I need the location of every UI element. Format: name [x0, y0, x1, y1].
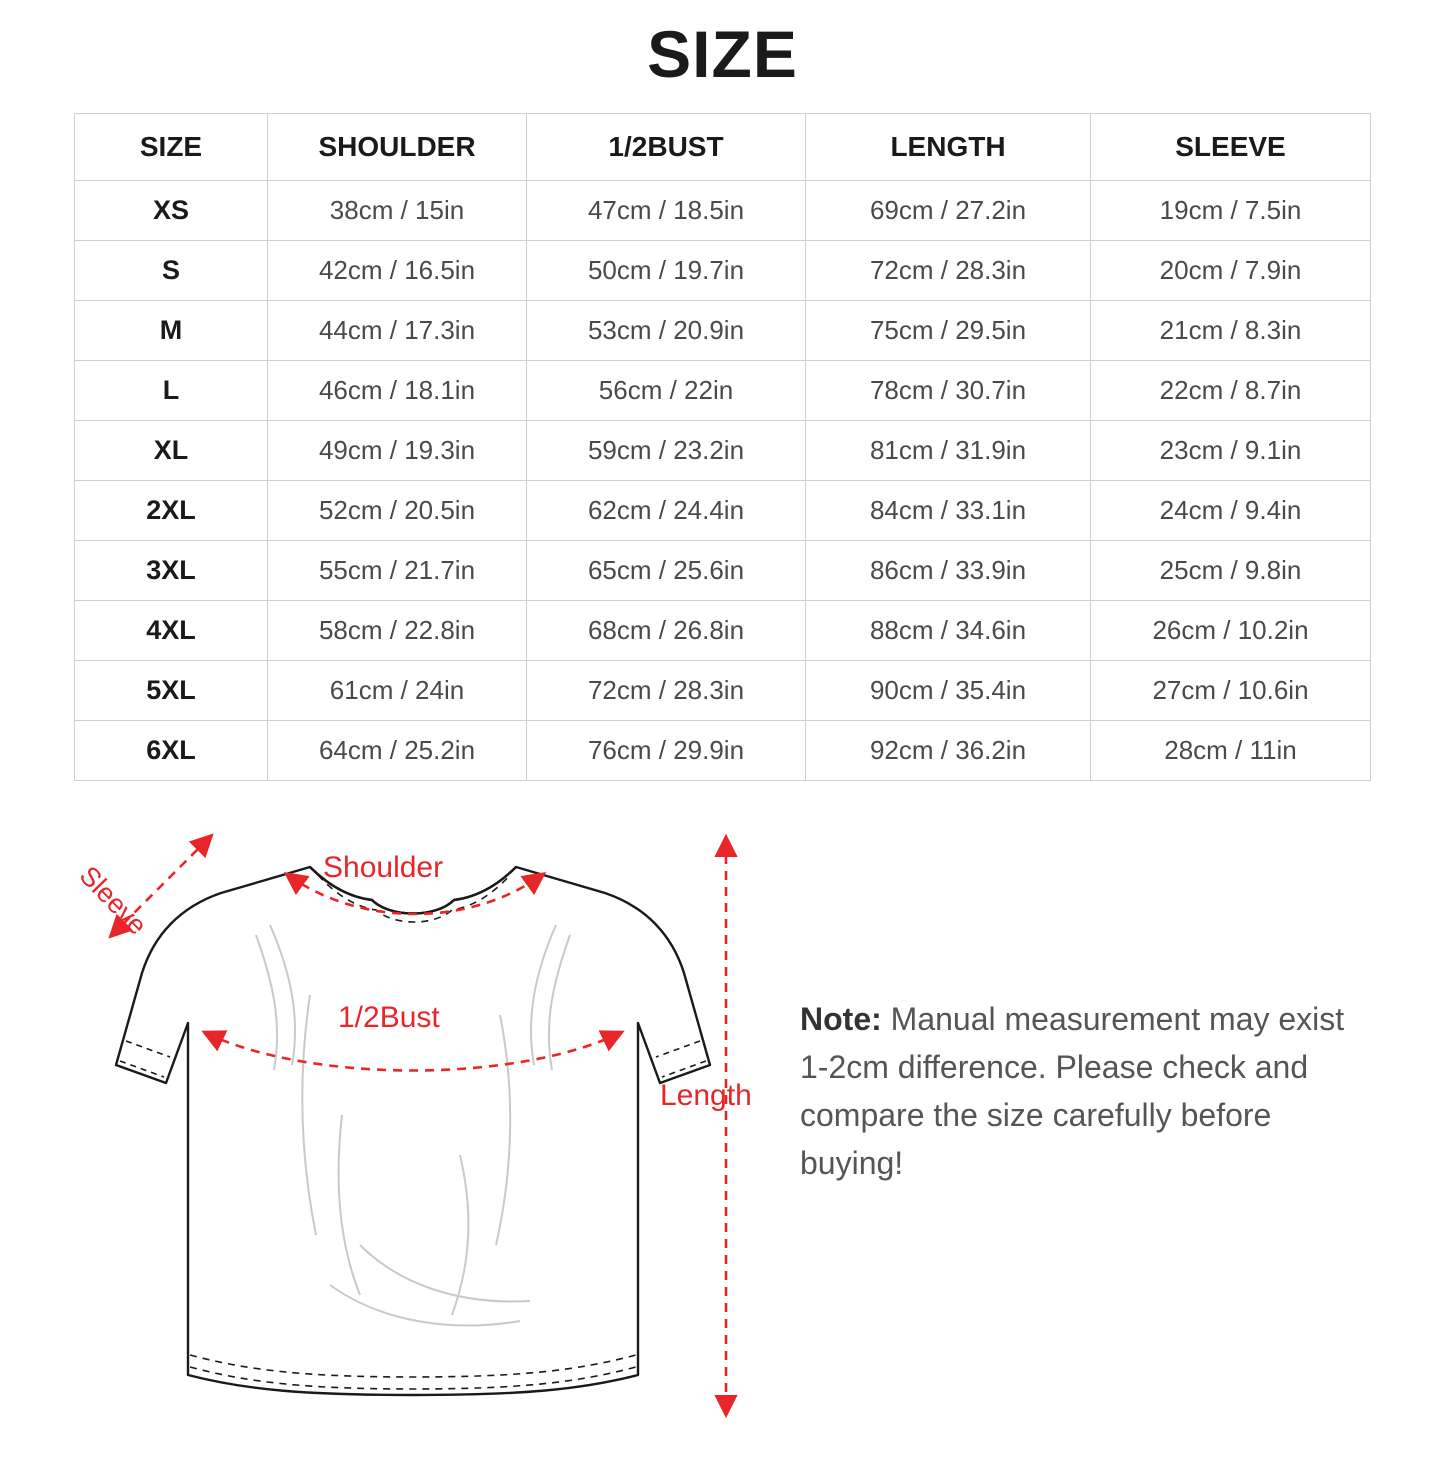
cell-bust: 65cm / 25.6in	[527, 540, 806, 600]
cell-length: 92cm / 36.2in	[806, 720, 1091, 780]
cell-shoulder: 38cm / 15in	[268, 180, 527, 240]
note-prefix: Note:	[800, 1000, 882, 1037]
cell-sleeve: 25cm / 9.8in	[1091, 540, 1371, 600]
cell-size: 3XL	[75, 540, 268, 600]
table-row	[75, 660, 1371, 720]
cell-sleeve: 22cm / 8.7in	[1091, 360, 1371, 420]
cell-size: XS	[75, 180, 268, 240]
page-title: SIZE	[647, 17, 798, 91]
note-text: Manual measurement may exist 1-2cm difference. Please check and compare the size carefully before buying!	[800, 1000, 1345, 1181]
cell-shoulder: 44cm / 17.3in	[268, 300, 527, 360]
size-chart-page	[0, 18, 1445, 1463]
cell-bust: 59cm / 23.2in	[527, 420, 806, 480]
cell-length: 88cm / 34.6in	[806, 600, 1091, 660]
cell-length: 78cm / 30.7in	[806, 360, 1091, 420]
size-table	[74, 113, 1371, 781]
cell-sleeve: 26cm / 10.2in	[1091, 600, 1371, 660]
cell-bust: 50cm / 19.7in	[527, 240, 806, 300]
cell-size: 6XL	[75, 720, 268, 780]
length-label: Length	[660, 1078, 752, 1112]
table-header-row	[75, 113, 1371, 180]
cell-size: 4XL	[75, 600, 268, 660]
table-row	[75, 240, 1371, 300]
cell-bust: 56cm / 22in	[527, 360, 806, 420]
table-row	[75, 420, 1371, 480]
cell-length: 84cm / 33.1in	[806, 480, 1091, 540]
cell-bust: 53cm / 20.9in	[527, 300, 806, 360]
cell-length: 72cm / 28.3in	[806, 240, 1091, 300]
shoulder-label: Shoulder	[323, 850, 444, 884]
cell-sleeve: 19cm / 7.5in	[1091, 180, 1371, 240]
cell-length: 81cm / 31.9in	[806, 420, 1091, 480]
cell-length: 86cm / 33.9in	[806, 540, 1091, 600]
table-row	[75, 360, 1371, 420]
cell-shoulder: 64cm / 25.2in	[268, 720, 527, 780]
bust-label: 1/2Bust	[338, 1000, 440, 1034]
column-header-length: LENGTH	[806, 113, 1091, 180]
cell-bust: 76cm / 29.9in	[527, 720, 806, 780]
cell-size: L	[75, 360, 268, 420]
table-row	[75, 600, 1371, 660]
table-row	[75, 300, 1371, 360]
column-header-sleeve: SLEEVE	[1091, 113, 1371, 180]
cell-bust: 47cm / 18.5in	[527, 180, 806, 240]
cell-shoulder: 55cm / 21.7in	[268, 540, 527, 600]
cell-bust: 72cm / 28.3in	[527, 660, 806, 720]
cell-size: S	[75, 240, 268, 300]
tshirt-outline	[116, 867, 710, 1395]
cell-size: 5XL	[75, 660, 268, 720]
cell-length: 75cm / 29.5in	[806, 300, 1091, 360]
cell-sleeve: 27cm / 10.6in	[1091, 660, 1371, 720]
cell-shoulder: 61cm / 24in	[268, 660, 527, 720]
sleeve-label: Sleeve	[73, 859, 153, 941]
table-row	[75, 180, 1371, 240]
cell-size: XL	[75, 420, 268, 480]
tshirt-diagram	[60, 815, 760, 1435]
table-row	[75, 540, 1371, 600]
cell-bust: 68cm / 26.8in	[527, 600, 806, 660]
column-header-size: SIZE	[75, 113, 268, 180]
table-row	[75, 720, 1371, 780]
cell-shoulder: 46cm / 18.1in	[268, 360, 527, 420]
cell-sleeve: 21cm / 8.3in	[1091, 300, 1371, 360]
cell-sleeve: 20cm / 7.9in	[1091, 240, 1371, 300]
cell-shoulder: 42cm / 16.5in	[268, 240, 527, 300]
cell-sleeve: 28cm / 11in	[1091, 720, 1371, 780]
column-header-shoulder: SHOULDER	[268, 113, 527, 180]
cell-size: 2XL	[75, 480, 268, 540]
column-header-bust: 1/2BUST	[527, 113, 806, 180]
cell-sleeve: 24cm / 9.4in	[1091, 480, 1371, 540]
cell-shoulder: 49cm / 19.3in	[268, 420, 527, 480]
cell-length: 90cm / 35.4in	[806, 660, 1091, 720]
cell-sleeve: 23cm / 9.1in	[1091, 420, 1371, 480]
cell-length: 69cm / 27.2in	[806, 180, 1091, 240]
cell-shoulder: 58cm / 22.8in	[268, 600, 527, 660]
table-row	[75, 480, 1371, 540]
cell-size: M	[75, 300, 268, 360]
cell-shoulder: 52cm / 20.5in	[268, 480, 527, 540]
cell-bust: 62cm / 24.4in	[527, 480, 806, 540]
measurement-section	[0, 815, 1445, 1455]
note-block	[800, 995, 1380, 1187]
